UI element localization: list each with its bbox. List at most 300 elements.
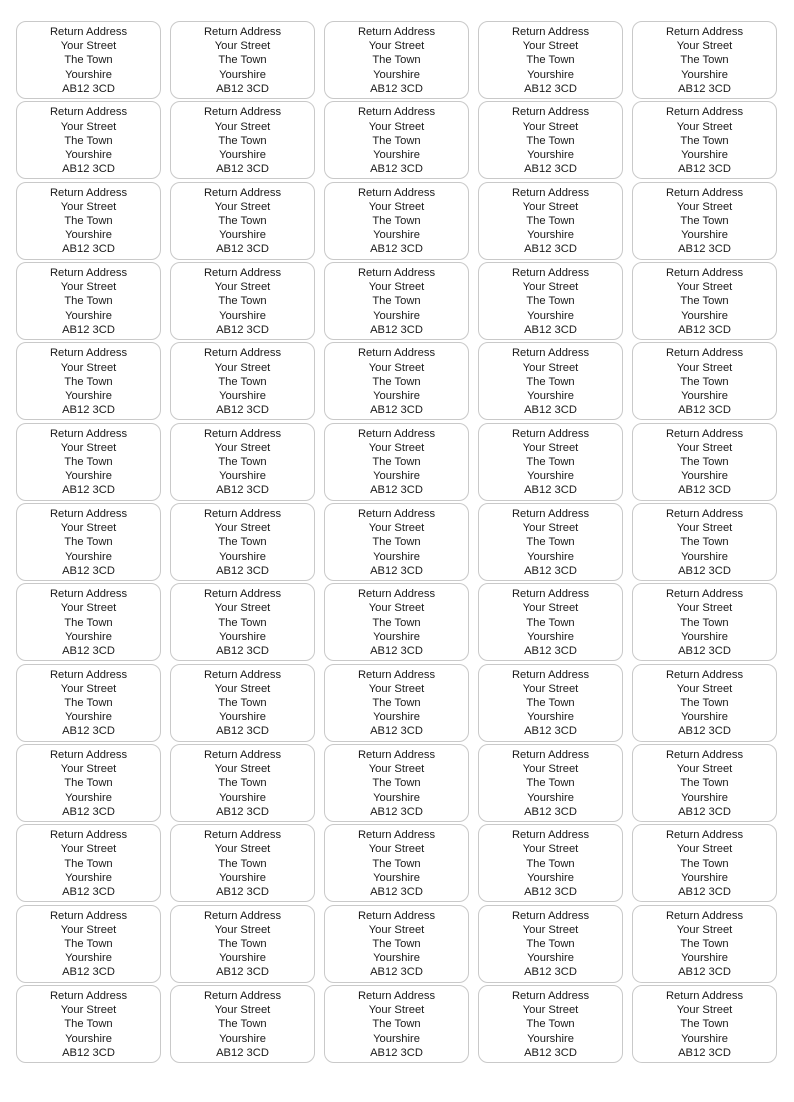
address-line-4: Yourshire: [527, 871, 574, 884]
address-line-2: Your Street: [522, 200, 579, 213]
address-line-1: Return Address: [203, 507, 282, 520]
address-line-3: The Town: [680, 536, 729, 549]
address-line-1: Return Address: [203, 668, 282, 681]
address-line-5: AB12 3CD: [524, 484, 577, 497]
address-line-5: AB12 3CD: [678, 1046, 731, 1059]
address-line-5: AB12 3CD: [370, 805, 423, 818]
address-line-1: Return Address: [203, 25, 282, 38]
address-line-2: Your Street: [522, 763, 579, 776]
address-line-5: AB12 3CD: [62, 404, 115, 417]
address-line-5: AB12 3CD: [62, 886, 115, 899]
address-line-2: Your Street: [368, 923, 425, 936]
address-line-5: AB12 3CD: [678, 725, 731, 738]
address-label: [324, 985, 469, 1063]
address-line-3: The Town: [526, 375, 575, 388]
address-line-4: Yourshire: [65, 229, 112, 242]
address-line-1: Return Address: [511, 25, 590, 38]
address-label: [324, 182, 469, 260]
address-line-2: Your Street: [522, 682, 579, 695]
address-line-1: Return Address: [511, 588, 590, 601]
address-line-3: The Town: [218, 536, 267, 549]
address-line-3: The Town: [218, 616, 267, 629]
address-line-3: The Town: [218, 697, 267, 710]
address-line-5: AB12 3CD: [370, 484, 423, 497]
address-line-4: Yourshire: [681, 550, 728, 563]
address-line-4: Yourshire: [681, 309, 728, 322]
address-line-3: The Town: [372, 777, 421, 790]
address-line-5: AB12 3CD: [370, 966, 423, 979]
address-line-5: AB12 3CD: [216, 725, 269, 738]
address-line-2: Your Street: [214, 763, 271, 776]
address-line-2: Your Street: [60, 361, 117, 374]
address-label: [478, 262, 623, 340]
address-label: [632, 101, 777, 179]
address-line-1: Return Address: [357, 25, 436, 38]
address-label: [170, 905, 315, 983]
address-line-5: AB12 3CD: [62, 484, 115, 497]
address-label: [170, 664, 315, 742]
label-sheet: [16, 21, 778, 1063]
address-line-5: AB12 3CD: [62, 805, 115, 818]
address-line-5: AB12 3CD: [216, 82, 269, 95]
address-line-4: Yourshire: [65, 148, 112, 161]
address-line-1: Return Address: [357, 266, 436, 279]
address-line-1: Return Address: [665, 507, 744, 520]
address-line-2: Your Street: [368, 602, 425, 615]
address-line-2: Your Street: [214, 281, 271, 294]
address-label: [170, 824, 315, 902]
address-label: [324, 342, 469, 420]
address-line-4: Yourshire: [219, 550, 266, 563]
address-line-1: Return Address: [665, 347, 744, 360]
address-line-4: Yourshire: [65, 550, 112, 563]
address-line-1: Return Address: [665, 668, 744, 681]
address-line-4: Yourshire: [65, 389, 112, 402]
address-line-2: Your Street: [368, 40, 425, 53]
address-label: [478, 101, 623, 179]
address-label: [478, 664, 623, 742]
address-line-5: AB12 3CD: [62, 966, 115, 979]
address-line-4: Yourshire: [219, 952, 266, 965]
address-line-5: AB12 3CD: [370, 564, 423, 577]
address-line-1: Return Address: [49, 266, 128, 279]
address-label: [16, 503, 161, 581]
address-line-2: Your Street: [368, 1004, 425, 1017]
address-line-2: Your Street: [522, 522, 579, 535]
address-line-1: Return Address: [511, 347, 590, 360]
address-line-4: Yourshire: [373, 630, 420, 643]
address-line-5: AB12 3CD: [678, 645, 731, 658]
address-line-2: Your Street: [522, 361, 579, 374]
address-line-3: The Town: [218, 295, 267, 308]
address-line-4: Yourshire: [527, 470, 574, 483]
address-line-2: Your Street: [214, 1004, 271, 1017]
address-line-5: AB12 3CD: [216, 1046, 269, 1059]
address-line-1: Return Address: [357, 507, 436, 520]
address-line-3: The Town: [218, 1018, 267, 1031]
address-line-3: The Town: [64, 938, 113, 950]
address-label: [324, 503, 469, 581]
address-line-4: Yourshire: [527, 148, 574, 161]
address-line-5: AB12 3CD: [524, 82, 577, 95]
address-line-2: Your Street: [368, 682, 425, 695]
address-line-1: Return Address: [665, 588, 744, 601]
address-line-5: AB12 3CD: [216, 805, 269, 818]
address-line-5: AB12 3CD: [524, 886, 577, 899]
address-line-2: Your Street: [676, 682, 733, 695]
address-line-5: AB12 3CD: [370, 1046, 423, 1059]
address-line-3: The Town: [372, 54, 421, 67]
address-line-4: Yourshire: [373, 1032, 420, 1045]
address-line-2: Your Street: [368, 763, 425, 776]
address-line-3: The Town: [372, 375, 421, 388]
address-label: [324, 262, 469, 340]
address-label: [170, 423, 315, 501]
address-line-5: AB12 3CD: [678, 886, 731, 899]
address-label: [16, 744, 161, 822]
address-line-5: AB12 3CD: [62, 725, 115, 738]
address-line-5: AB12 3CD: [524, 725, 577, 738]
address-line-5: AB12 3CD: [370, 404, 423, 417]
address-line-5: AB12 3CD: [216, 886, 269, 899]
address-line-4: Yourshire: [681, 952, 728, 965]
address-label: [170, 101, 315, 179]
address-line-2: Your Street: [522, 40, 579, 53]
address-line-4: Yourshire: [527, 68, 574, 81]
address-label: [478, 583, 623, 661]
address-line-5: AB12 3CD: [524, 966, 577, 979]
address-line-4: Yourshire: [65, 952, 112, 965]
address-line-2: Your Street: [214, 120, 271, 133]
address-label: [324, 824, 469, 902]
address-line-1: Return Address: [203, 829, 282, 842]
address-line-3: The Town: [680, 215, 729, 228]
address-line-2: Your Street: [676, 361, 733, 374]
address-line-2: Your Street: [522, 843, 579, 856]
address-line-2: Your Street: [60, 602, 117, 615]
address-line-5: AB12 3CD: [678, 966, 731, 979]
address-line-2: Your Street: [368, 441, 425, 454]
address-line-3: The Town: [680, 456, 729, 469]
address-line-2: Your Street: [676, 441, 733, 454]
address-line-3: The Town: [372, 616, 421, 629]
address-line-4: Yourshire: [373, 148, 420, 161]
address-line-3: The Town: [64, 134, 113, 147]
address-line-1: Return Address: [203, 106, 282, 119]
address-label: [478, 744, 623, 822]
address-line-4: Yourshire: [219, 309, 266, 322]
address-line-2: Your Street: [60, 281, 117, 294]
address-line-2: Your Street: [60, 763, 117, 776]
address-label: [632, 905, 777, 983]
address-line-2: Your Street: [214, 200, 271, 213]
address-line-1: Return Address: [665, 25, 744, 38]
address-label: [478, 824, 623, 902]
address-line-4: Yourshire: [65, 68, 112, 81]
address-line-4: Yourshire: [527, 711, 574, 724]
address-line-4: Yourshire: [681, 470, 728, 483]
address-line-1: Return Address: [49, 507, 128, 520]
address-line-3: The Town: [680, 134, 729, 147]
address-line-1: Return Address: [203, 186, 282, 199]
address-line-1: Return Address: [511, 507, 590, 520]
address-line-5: AB12 3CD: [216, 484, 269, 497]
address-line-3: The Town: [64, 616, 113, 629]
address-line-1: Return Address: [203, 989, 282, 1002]
address-line-4: Yourshire: [527, 309, 574, 322]
address-line-4: Yourshire: [681, 68, 728, 81]
address-line-2: Your Street: [214, 923, 271, 936]
address-line-1: Return Address: [665, 989, 744, 1002]
address-line-3: The Town: [526, 456, 575, 469]
address-line-4: Yourshire: [219, 229, 266, 242]
address-label: [324, 423, 469, 501]
address-line-3: The Town: [526, 777, 575, 790]
address-line-4: Yourshire: [527, 389, 574, 402]
address-line-4: Yourshire: [681, 791, 728, 804]
address-label: [324, 583, 469, 661]
address-label: [170, 262, 315, 340]
address-line-1: Return Address: [203, 347, 282, 360]
address-line-2: Your Street: [214, 361, 271, 374]
address-line-1: Return Address: [49, 829, 128, 842]
address-line-2: Your Street: [522, 441, 579, 454]
address-line-2: Your Street: [368, 120, 425, 133]
address-line-2: Your Street: [368, 843, 425, 856]
address-label: [170, 21, 315, 99]
address-line-1: Return Address: [49, 347, 128, 360]
address-line-2: Your Street: [368, 361, 425, 374]
address-line-3: The Town: [218, 375, 267, 388]
address-label: [324, 101, 469, 179]
address-line-2: Your Street: [522, 281, 579, 294]
address-line-3: The Town: [64, 295, 113, 308]
address-label: [632, 503, 777, 581]
address-line-1: Return Address: [357, 989, 436, 1002]
address-line-3: The Town: [218, 134, 267, 147]
address-line-4: Yourshire: [527, 791, 574, 804]
address-line-2: Your Street: [676, 763, 733, 776]
address-line-3: The Town: [526, 616, 575, 629]
address-line-3: The Town: [680, 375, 729, 388]
address-line-2: Your Street: [676, 120, 733, 133]
address-line-2: Your Street: [60, 522, 117, 535]
address-line-2: Your Street: [214, 522, 271, 535]
address-line-2: Your Street: [368, 200, 425, 213]
address-line-5: AB12 3CD: [678, 163, 731, 176]
address-line-5: AB12 3CD: [216, 163, 269, 176]
address-line-2: Your Street: [676, 602, 733, 615]
address-line-4: Yourshire: [527, 550, 574, 563]
address-label: [170, 744, 315, 822]
address-line-1: Return Address: [665, 909, 744, 922]
address-line-4: Yourshire: [373, 229, 420, 242]
address-label: [324, 21, 469, 99]
address-line-1: Return Address: [357, 588, 436, 601]
address-line-3: The Town: [372, 1018, 421, 1031]
address-line-1: Return Address: [49, 909, 128, 922]
address-label: [16, 21, 161, 99]
address-line-3: The Town: [526, 295, 575, 308]
address-line-3: The Town: [372, 456, 421, 469]
address-line-4: Yourshire: [373, 791, 420, 804]
address-line-2: Your Street: [60, 923, 117, 936]
address-line-3: The Town: [218, 857, 267, 870]
address-line-3: The Town: [680, 1018, 729, 1031]
address-line-3: The Town: [680, 295, 729, 308]
address-line-5: AB12 3CD: [370, 645, 423, 658]
address-label: [478, 985, 623, 1063]
address-label: [16, 985, 161, 1063]
address-line-3: The Town: [372, 536, 421, 549]
address-label: [16, 342, 161, 420]
address-line-4: Yourshire: [65, 871, 112, 884]
address-line-3: The Town: [218, 938, 267, 950]
address-label: [16, 101, 161, 179]
address-line-2: Your Street: [522, 602, 579, 615]
address-line-2: Your Street: [676, 1004, 733, 1017]
address-line-2: Your Street: [214, 682, 271, 695]
address-label: [478, 182, 623, 260]
address-line-2: Your Street: [522, 1004, 579, 1017]
address-line-1: Return Address: [511, 989, 590, 1002]
address-line-1: Return Address: [357, 106, 436, 119]
address-line-1: Return Address: [665, 748, 744, 761]
address-line-3: The Town: [526, 938, 575, 950]
address-line-4: Yourshire: [219, 1032, 266, 1045]
address-line-3: The Town: [372, 857, 421, 870]
address-line-4: Yourshire: [219, 389, 266, 402]
address-line-5: AB12 3CD: [678, 805, 731, 818]
address-line-1: Return Address: [511, 427, 590, 440]
address-label: [16, 262, 161, 340]
address-line-5: AB12 3CD: [370, 886, 423, 899]
address-line-1: Return Address: [49, 186, 128, 199]
address-line-3: The Town: [218, 54, 267, 67]
address-line-3: The Town: [526, 54, 575, 67]
address-line-5: AB12 3CD: [678, 82, 731, 95]
address-line-2: Your Street: [368, 281, 425, 294]
address-line-5: AB12 3CD: [62, 163, 115, 176]
address-line-4: Yourshire: [373, 389, 420, 402]
address-line-1: Return Address: [357, 909, 436, 922]
address-line-2: Your Street: [60, 441, 117, 454]
address-line-5: AB12 3CD: [216, 243, 269, 256]
address-label: [632, 423, 777, 501]
address-line-4: Yourshire: [373, 871, 420, 884]
address-line-1: Return Address: [203, 909, 282, 922]
address-line-2: Your Street: [676, 281, 733, 294]
address-line-4: Yourshire: [527, 630, 574, 643]
address-label: [478, 503, 623, 581]
address-line-3: The Town: [218, 456, 267, 469]
address-line-3: The Town: [64, 375, 113, 388]
address-line-1: Return Address: [665, 427, 744, 440]
address-line-2: Your Street: [522, 120, 579, 133]
address-line-4: Yourshire: [681, 229, 728, 242]
address-line-1: Return Address: [511, 106, 590, 119]
address-line-1: Return Address: [49, 427, 128, 440]
address-label: [16, 182, 161, 260]
address-line-1: Return Address: [49, 668, 128, 681]
address-label: [632, 262, 777, 340]
address-line-2: Your Street: [676, 843, 733, 856]
address-line-1: Return Address: [49, 25, 128, 38]
address-label: [16, 824, 161, 902]
address-line-1: Return Address: [357, 347, 436, 360]
address-line-5: AB12 3CD: [524, 1046, 577, 1059]
address-line-1: Return Address: [203, 588, 282, 601]
address-label: [478, 905, 623, 983]
address-line-4: Yourshire: [219, 711, 266, 724]
address-line-4: Yourshire: [219, 791, 266, 804]
address-line-5: AB12 3CD: [62, 645, 115, 658]
address-line-5: AB12 3CD: [370, 725, 423, 738]
address-label: [632, 583, 777, 661]
address-line-5: AB12 3CD: [62, 1046, 115, 1059]
address-label: [632, 744, 777, 822]
address-line-3: The Town: [64, 1018, 113, 1031]
address-label: [632, 182, 777, 260]
address-line-4: Yourshire: [373, 550, 420, 563]
address-label: [16, 905, 161, 983]
address-line-3: The Town: [680, 697, 729, 710]
address-line-4: Yourshire: [373, 309, 420, 322]
address-label: [632, 342, 777, 420]
address-line-5: AB12 3CD: [678, 323, 731, 336]
address-line-1: Return Address: [357, 829, 436, 842]
address-line-2: Your Street: [214, 843, 271, 856]
address-line-1: Return Address: [49, 106, 128, 119]
address-line-1: Return Address: [665, 106, 744, 119]
address-line-4: Yourshire: [527, 229, 574, 242]
address-line-1: Return Address: [511, 668, 590, 681]
address-line-3: The Town: [526, 857, 575, 870]
address-line-3: The Town: [680, 54, 729, 67]
address-line-2: Your Street: [60, 1004, 117, 1017]
address-line-1: Return Address: [357, 427, 436, 440]
address-line-3: The Town: [64, 456, 113, 469]
address-line-5: AB12 3CD: [524, 404, 577, 417]
address-line-3: The Town: [64, 215, 113, 228]
address-label: [16, 664, 161, 742]
address-line-5: AB12 3CD: [216, 564, 269, 577]
address-line-5: AB12 3CD: [62, 243, 115, 256]
address-line-3: The Town: [218, 777, 267, 790]
address-line-1: Return Address: [357, 668, 436, 681]
address-line-2: Your Street: [676, 522, 733, 535]
address-line-4: Yourshire: [65, 470, 112, 483]
address-line-4: Yourshire: [373, 470, 420, 483]
address-line-4: Yourshire: [527, 1032, 574, 1045]
address-line-2: Your Street: [676, 200, 733, 213]
address-line-3: The Town: [372, 697, 421, 710]
address-line-5: AB12 3CD: [216, 404, 269, 417]
address-line-2: Your Street: [214, 40, 271, 53]
address-line-1: Return Address: [49, 989, 128, 1002]
address-line-5: AB12 3CD: [62, 564, 115, 577]
address-line-4: Yourshire: [373, 68, 420, 81]
address-line-4: Yourshire: [527, 952, 574, 965]
address-line-3: The Town: [680, 857, 729, 870]
address-line-2: Your Street: [60, 200, 117, 213]
address-line-5: AB12 3CD: [216, 966, 269, 979]
address-line-5: AB12 3CD: [370, 82, 423, 95]
address-line-5: AB12 3CD: [678, 564, 731, 577]
address-line-2: Your Street: [214, 441, 271, 454]
address-line-5: AB12 3CD: [678, 404, 731, 417]
address-line-2: Your Street: [676, 923, 733, 936]
